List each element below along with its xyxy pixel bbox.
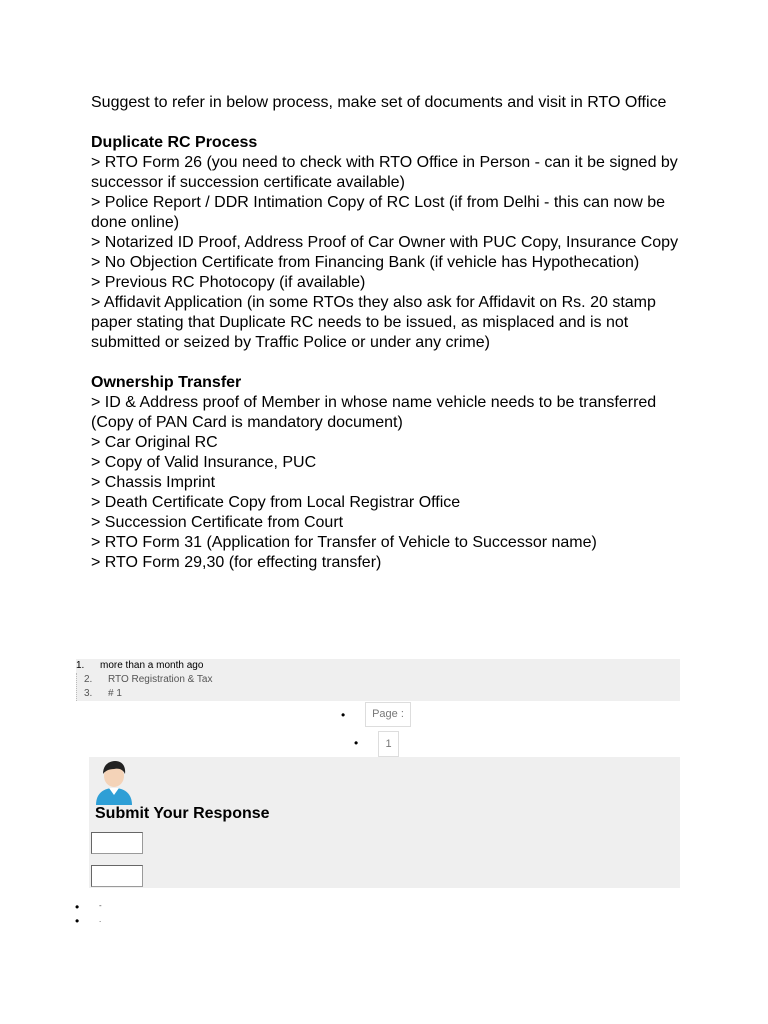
list-item: > Police Report / DDR Intimation Copy of RC Lost (if from Delhi - this can now be done online)	[91, 194, 665, 231]
bullet-icon: •	[75, 900, 80, 914]
response-text-field[interactable]	[91, 865, 143, 887]
list-item: > Chassis Imprint	[91, 474, 216, 491]
footer-link[interactable]: -	[99, 901, 102, 910]
pagination-page-button[interactable]: 1	[378, 731, 399, 757]
meta-divider	[76, 673, 77, 701]
user-avatar-icon	[94, 759, 134, 805]
duplicate-rc-section	[91, 133, 691, 353]
list-item: > Succession Certificate from Court	[91, 514, 344, 531]
response-title: Submit Your Response	[95, 805, 270, 822]
list-item: > Death Certificate Copy from Local Registrar Office	[91, 494, 461, 511]
meta-text: # 1	[108, 688, 122, 699]
meta-number: 1.	[76, 660, 85, 671]
list-item: > Car Original RC	[91, 434, 218, 451]
list-item: > Copy of Valid Insurance, PUC	[91, 454, 317, 471]
section-heading: Duplicate RC Process	[91, 134, 258, 151]
ownership-transfer-section	[91, 373, 691, 573]
section-heading: Ownership Transfer	[91, 374, 242, 391]
meta-number: 3.	[84, 688, 93, 699]
answer-meta-bar	[76, 659, 680, 701]
list-item: > No Objection Certificate from Financing Bank (if vehicle has Hypothecation)	[91, 254, 640, 271]
list-item: > RTO Form 31 (Application for Transfer of Vehicle to Successor name)	[91, 534, 597, 551]
pagination-label: Page :	[365, 702, 411, 727]
meta-text: more than a month ago	[100, 660, 204, 671]
list-item: > RTO Form 26 (you need to check with RTO Office in Person - can it be signed by successor if succession certificate available)	[91, 154, 678, 191]
submit-response-panel	[89, 757, 680, 888]
bullet-icon: •	[75, 914, 80, 928]
answer-content	[91, 93, 691, 593]
list-item: > ID & Address proof of Member in whose name vehicle needs to be transferred (Copy of PAN Card is mandatory document)	[91, 394, 657, 431]
bullet-icon: •	[341, 708, 346, 722]
intro-text: Suggest to refer in below process, make set of documents and visit in RTO Office	[91, 94, 667, 111]
list-item: > Notarized ID Proof, Address Proof of Car Owner with PUC Copy, Insurance Copy	[91, 234, 679, 251]
meta-number: 2.	[84, 674, 93, 685]
meta-category[interactable]	[84, 673, 213, 687]
list-item: > Previous RC Photocopy (if available)	[91, 274, 366, 291]
meta-timestamp	[76, 659, 203, 673]
response-name-field[interactable]	[91, 832, 143, 854]
meta-answer-number	[84, 687, 122, 701]
list-item: > Affidavit Application (in some RTOs they also ask for Affidavit on Rs. 20 stamp paper stating that Duplicate RC needs to be issued, as misplaced and is not submitted or seized by Traffic Police or under any crime)	[91, 294, 656, 351]
list-item: > RTO Form 29,30 (for effecting transfer)	[91, 554, 382, 571]
meta-category-link[interactable]: RTO Registration & Tax	[108, 674, 213, 685]
footer-link[interactable]: .	[99, 915, 102, 924]
bullet-icon: •	[354, 736, 359, 750]
